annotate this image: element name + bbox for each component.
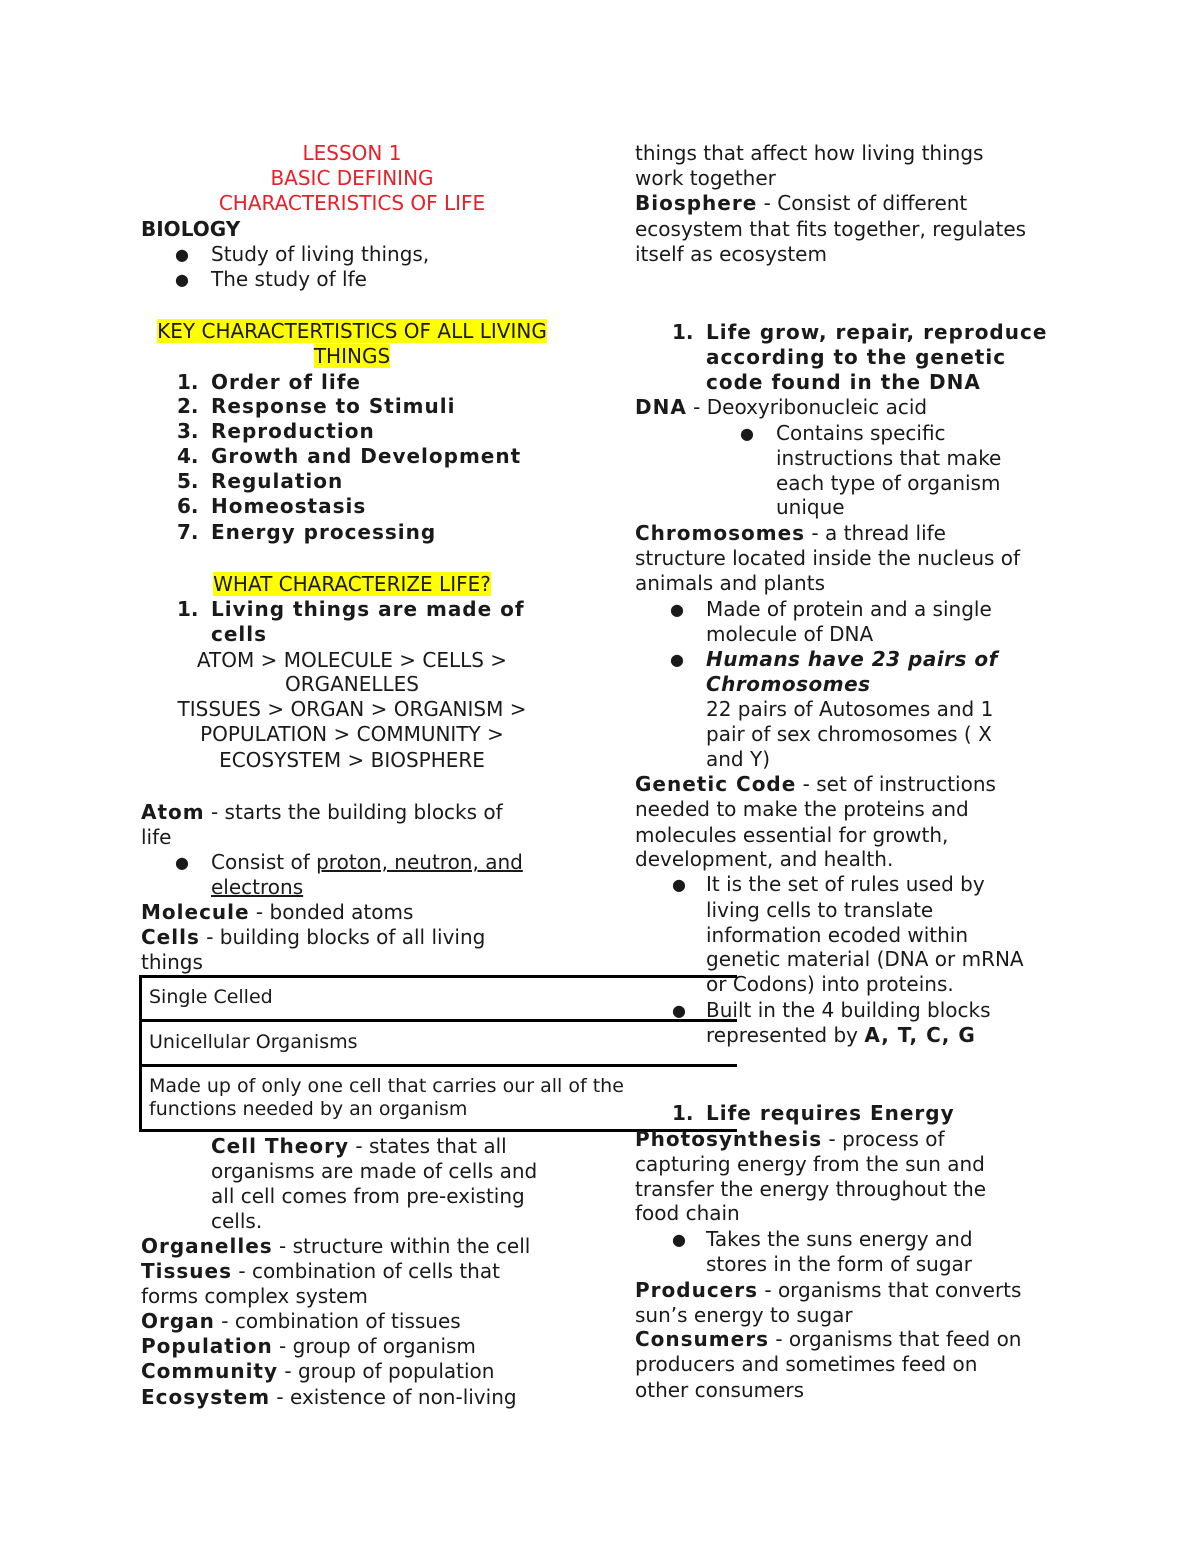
list-number: 3. [177, 419, 199, 443]
lesson-subtitle-2: CHARACTERISTICS OF LIFE [218, 191, 486, 215]
cells-definition [141, 925, 485, 950]
molecule-definition [141, 900, 413, 925]
definition: - group of population [278, 1359, 495, 1383]
chromosomes-bullet-emphasis: Chromosomes [706, 672, 871, 696]
atom-definition-cont: life [141, 825, 172, 849]
tissues-definition [141, 1259, 500, 1284]
list-item: Reproduction [211, 419, 375, 443]
key-heading [139, 319, 565, 369]
key-heading-line-2: THINGS [313, 344, 391, 368]
term: Ecosystem [141, 1385, 271, 1409]
genetic-code-bullet: genetic material (DNA or mRNA [706, 947, 1024, 971]
cells-heading-1: Living things are made of [211, 597, 525, 621]
definition: - combination of cells that [232, 1259, 500, 1283]
photosynthesis-definition-cont: capturing energy from the sun and [635, 1152, 985, 1176]
table-divider [139, 1019, 737, 1022]
hierarchy-line: ORGANELLES [284, 672, 420, 696]
dna-bullet: Contains specific [776, 421, 946, 445]
genetic-code-definition [635, 772, 996, 797]
bullet-icon: ● [175, 270, 189, 289]
hierarchy-line: ATOM > MOLECULE > CELLS > [196, 648, 508, 672]
grow-heading: Life grow, repair, reproduce [706, 320, 1048, 344]
term: DNA [635, 395, 687, 419]
chromosomes-definition-cont: structure located inside the nucleus of [635, 546, 1021, 570]
consist-line [211, 850, 523, 875]
ecosystem-definition [141, 1385, 517, 1410]
consumers-definition [635, 1327, 1021, 1352]
list-item: Regulation [211, 469, 344, 493]
term: Atom [141, 800, 205, 824]
definition: - building blocks of all living [199, 925, 486, 949]
underlined-text: proton, neutron, and [316, 850, 523, 874]
list-item: Response to Stimuli [211, 394, 456, 418]
term: Genetic Code [635, 772, 797, 796]
definition: - bonded atoms [249, 900, 414, 924]
cell-table [139, 975, 737, 1132]
cell-theory-cont: organisms are made of cells and [211, 1159, 538, 1183]
grow-heading: according to the genetic [706, 345, 1007, 369]
term: Population [141, 1334, 273, 1358]
bullet-icon: ● [740, 424, 754, 443]
list-number: 1. [672, 320, 694, 344]
term: Consumers [635, 1327, 769, 1351]
bullet-icon: ● [672, 1001, 686, 1020]
chromosomes-bullet: pair of sex chromosomes ( X [706, 722, 992, 746]
term: Photosynthesis [635, 1127, 823, 1151]
list-number: 1. [177, 370, 199, 394]
genetic-code-definition-cont: development, and health. [635, 847, 894, 871]
hierarchy-line: POPULATION > COMMUNITY > [200, 722, 504, 746]
atom-definition [141, 800, 503, 825]
genetic-code-bullet [706, 1023, 976, 1048]
cell-theory [211, 1134, 507, 1159]
lesson-title: LESSON 1 [302, 141, 402, 165]
definition: - Deoxyribonucleic acid [686, 395, 928, 419]
what-heading-text: WHAT CHARACTERIZE LIFE? [213, 572, 491, 596]
term: Biosphere [635, 191, 758, 215]
photosynthesis-bullet: Takes the suns energy and [706, 1227, 973, 1251]
biosphere-definition [635, 191, 967, 216]
photosynthesis-definition-cont: food chain [635, 1201, 740, 1225]
biosphere-definition-cont: itself as ecosystem [635, 242, 827, 266]
bullet-icon: ● [672, 875, 686, 894]
term: Community [141, 1359, 279, 1383]
table-border-top [139, 975, 737, 978]
producers-definition [635, 1278, 1021, 1303]
ecosystem-definition-cont: work together [635, 166, 776, 190]
table-cell: Made up of only one cell that carries our all of the [149, 1075, 624, 1097]
table-cell: functions needed by an organism [149, 1098, 468, 1120]
definition: - group of organism [272, 1334, 476, 1358]
chromosomes-bullet: Made of protein and a single [706, 597, 992, 621]
key-heading-line-1: KEY CHARACTERTISTICS OF ALL LIVING [157, 319, 547, 343]
term: Cell Theory [211, 1134, 350, 1158]
list-number: 2. [177, 394, 199, 418]
chromosomes-definition-cont: animals and plants [635, 571, 825, 595]
chromosomes-definition [635, 521, 946, 546]
what-heading [139, 572, 565, 597]
term: Organ [141, 1309, 215, 1333]
list-item: Homeostasis [211, 494, 367, 518]
dna-bullet: instructions that make [776, 446, 1002, 470]
list-number: 6. [177, 494, 199, 518]
chromosomes-bullet: and Y) [706, 747, 771, 771]
table-border-left [139, 975, 142, 1132]
definition: - existence of non-living [270, 1385, 517, 1409]
text: Consist of [211, 850, 317, 874]
bio-bullet-1: Study of living things, [211, 242, 430, 266]
definition: - set of instructions [796, 772, 996, 796]
term: Molecule [141, 900, 250, 924]
list-number: 7. [177, 520, 199, 544]
term: Producers [635, 1278, 759, 1302]
population-definition [141, 1334, 476, 1359]
consumers-definition-cont: producers and sometimes feed on [635, 1352, 978, 1376]
bullet-icon: ● [670, 650, 684, 669]
definition: - starts the building blocks of [204, 800, 503, 824]
cells-heading-2: cells [211, 622, 268, 646]
organ-definition [141, 1309, 461, 1334]
genetic-code-bullet: living cells to translate [706, 898, 934, 922]
definition: - organisms that feed on [768, 1327, 1022, 1351]
list-number: 1. [177, 597, 199, 621]
text: represented by [706, 1023, 865, 1047]
list-item: Growth and Development [211, 444, 522, 468]
genetic-code-bullet: or Codons) into proteins. [706, 972, 954, 996]
bullet-icon: ● [175, 853, 189, 872]
cells-definition-cont: things [141, 950, 203, 974]
definition: - process of [822, 1127, 945, 1151]
hierarchy-line: ECOSYSTEM > BIOSPHERE [219, 748, 485, 772]
term: Cells [141, 925, 200, 949]
ecosystem-definition-cont: things that affect how living things [635, 141, 984, 165]
grow-heading: code found in the DNA [706, 370, 981, 394]
definition: - a thread life [805, 521, 946, 545]
photosynthesis-definition-cont: transfer the energy throughout the [635, 1177, 987, 1201]
bold-text: A, T, C, G [864, 1023, 976, 1047]
biology-heading: BIOLOGY [141, 217, 241, 241]
dna-bullet: each type of organism [776, 471, 1001, 495]
producers-definition-cont: sun’s energy to sugar [635, 1303, 853, 1327]
genetic-code-definition-cont: molecules essential for growth, [635, 823, 949, 847]
list-number: 5. [177, 469, 199, 493]
definition: - structure within the cell [272, 1234, 531, 1258]
chromosomes-bullet: 22 pairs of Autosomes and 1 [706, 697, 994, 721]
chromosomes-bullet-emphasis: Humans have 23 pairs of [706, 647, 998, 671]
hierarchy-line: TISSUES > ORGAN > ORGANISM > [177, 697, 527, 721]
definition: - states that all [349, 1134, 507, 1158]
list-number: 4. [177, 444, 199, 468]
genetic-code-definition-cont: needed to make the proteins and [635, 797, 969, 821]
term: Chromosomes [635, 521, 806, 545]
dna-bullet: unique [776, 495, 845, 519]
lesson-subtitle: BASIC DEFINING [270, 166, 434, 190]
list-item: Order of life [211, 370, 361, 394]
term: Tissues [141, 1259, 233, 1283]
community-definition [141, 1359, 494, 1384]
biosphere-definition-cont: ecosystem that fits together, regulates [635, 217, 1027, 241]
dna-definition [635, 395, 927, 420]
underlined-text: electrons [211, 875, 304, 899]
list-item: Energy processing [211, 520, 437, 544]
list-number: 1. [672, 1101, 694, 1125]
cell-theory-cont: all cell comes from pre-existing [211, 1184, 525, 1208]
table-divider [139, 1064, 737, 1067]
term: Organelles [141, 1234, 273, 1258]
table-cell: Single Celled [149, 986, 273, 1008]
photosynthesis-definition [635, 1127, 945, 1152]
photosynthesis-bullet: stores in the form of sugar [706, 1252, 973, 1276]
genetic-code-bullet: It is the set of rules used by [706, 872, 985, 896]
cell-theory-cont: cells. [211, 1209, 263, 1233]
energy-heading: Life requires Energy [706, 1101, 955, 1125]
bullet-icon: ● [670, 600, 684, 619]
organelles-definition [141, 1234, 530, 1259]
definition: - Consist of different [757, 191, 968, 215]
definition: - organisms that converts [758, 1278, 1022, 1302]
table-cell: Unicellular Organisms [149, 1031, 358, 1053]
genetic-code-bullet: information ecoded within [706, 923, 969, 947]
bullet-icon: ● [175, 245, 189, 264]
bio-bullet-2: The study of lfe [211, 267, 367, 291]
genetic-code-bullet: Built in the 4 building blocks [706, 998, 991, 1022]
bullet-icon: ● [672, 1230, 686, 1249]
definition: - combination of tissues [214, 1309, 461, 1333]
tissues-definition-cont: forms complex system [141, 1284, 368, 1308]
chromosomes-bullet: molecule of DNA [706, 622, 874, 646]
consumers-definition-cont: other consumers [635, 1378, 805, 1402]
